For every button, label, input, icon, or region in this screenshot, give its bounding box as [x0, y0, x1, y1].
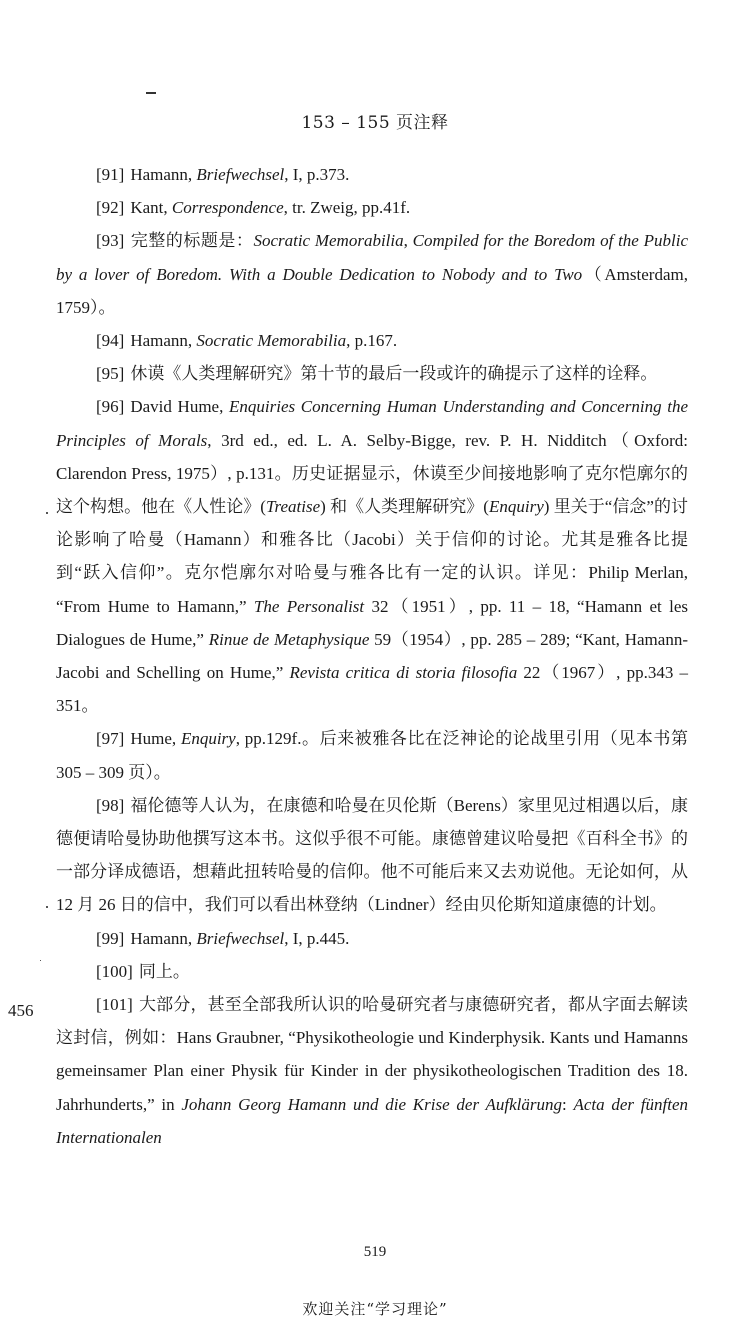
endnote-text: Hume,: [130, 729, 181, 749]
endnote-text: Hamann,: [130, 331, 197, 351]
endnote-number: [93]: [96, 231, 125, 251]
endnote-number: [97]: [96, 729, 125, 749]
endnote-text: （Amsterdam, 1759）。: [56, 264, 688, 317]
endnote-text: 大部分，甚至全部我所认识的哈曼研究者与康德研究者，都从字面去解读这封信，例如：Hans Graubner, “Physikotheologie und Kinderphysik. Kants und Hamanns gemeinsamer Plan einer Physik für Kinder in der physikotheologischen Tradition des 18. Jahrhunderts,” in: [56, 995, 688, 1114]
endnote-title-italic: The Personalist: [253, 596, 365, 616]
endnote-title-italic: Socratic Memorabilia: [196, 331, 347, 351]
endnote: [56, 789, 688, 922]
scan-speck: [40, 960, 41, 961]
endnote-title-italic: Rinue de Metaphysique: [208, 629, 370, 649]
endnote: [56, 988, 688, 1154]
endnote: [56, 324, 688, 357]
endnote-title-italic: Treatise: [265, 497, 321, 517]
footer-text: 欢迎关注“学习理论”: [302, 1300, 448, 1318]
endnote-text: , 3rd ed., ed. L. A. Selby-Bigge, rev. P. H. Nidditch（Oxford: Clarendon Press, 1975）, p.131。历史证据显示，休谟至少间接地影响了克尔恺廓尔的这个构想。他在《人性论》(: [56, 430, 688, 517]
endnote-number: [98]: [96, 795, 125, 815]
endnote-title-italic: Enquiry: [180, 729, 236, 749]
endnote: [56, 922, 688, 955]
endnote-title-italic: Correspondence: [171, 198, 284, 218]
endnote-text: 22（1967）, pp.343 – 351。: [56, 663, 689, 716]
running-header: 153 – 155 页注释: [301, 113, 449, 133]
endnote: [56, 158, 688, 191]
endnote-title-italic: Acta der fünften Internationalen: [56, 1094, 689, 1147]
endnote-text: Hamann,: [130, 928, 197, 948]
endnote-number: [95]: [96, 364, 125, 384]
endnote: [56, 224, 688, 324]
endnote-title-italic: Compiled for the Boredom of the Public by a lover of Boredom. With a Double Dedication to Nobody and to Two: [56, 231, 688, 284]
endnote-text: 完整的标题是：: [130, 231, 254, 251]
page-number: 519: [363, 1244, 387, 1260]
endnote-text: ) 和《人类理解研究》(: [320, 497, 489, 517]
endnote-text: 32（1951）, pp. 11 – 18, “Hamann et les Dialogues de Hume,”: [56, 596, 688, 649]
endnote-text: Kant,: [130, 198, 172, 218]
endnote-text: , I, p.445.: [284, 928, 350, 948]
endnote-text: ) 里关于“信念”的讨论影响了哈曼（Hamann）和雅各比（Jacobi）关于信仰的讨论。尤其是雅各比提到“跃入信仰”。克尔恺廓尔对哈曼与雅各比有一定的认识。详见：Philip Merlan, “From Hume to Hamann,”: [56, 497, 688, 616]
endnote-title-italic: Briefwechsel: [196, 165, 285, 184]
endnote-title-italic: Enquiries Concerning Human Understanding and Concerning the Principles of Morals: [56, 397, 689, 450]
endnote-number: [96]: [96, 397, 125, 417]
endnote-text: Hamann,: [130, 165, 197, 184]
margin-page-number: 456: [8, 1001, 34, 1020]
endnote: [56, 357, 688, 390]
endnote: [56, 722, 688, 788]
endnote-number: [99]: [96, 928, 125, 948]
endnotes-list: [56, 158, 688, 1154]
endnote-number: [94]: [96, 331, 125, 351]
endnote-title-italic: Briefwechsel: [196, 928, 285, 948]
endnote-number: [100]: [96, 961, 133, 981]
endnote: [56, 191, 688, 224]
endnote-title-italic: Revista critica di storia filosofia: [289, 663, 518, 683]
endnote-title-italic: Johann Georg Hamann und die Krise der Aufklärung: [181, 1094, 562, 1114]
endnote-text: 休谟《人类理解研究》第十节的最后一段或许的确提示了这样的诠释。: [130, 364, 658, 384]
scan-speck: [46, 512, 48, 514]
endnote-text: :: [562, 1094, 574, 1114]
endnote-number: [91]: [96, 165, 125, 184]
endnote-title-italic: Enquiry: [488, 497, 544, 517]
endnote-text: , I, p.373.: [284, 165, 350, 184]
endnote: [56, 390, 688, 722]
endnote-text: , p.167.: [346, 331, 398, 351]
endnote-text: , tr. Zweig, pp.41f.: [283, 198, 411, 218]
endnote-text: 59（1954）, pp. 285 – 289; “Kant, Hamann-Jacobi and Schelling on Hume,”: [56, 629, 688, 683]
endnote-text: 福伦德等人认为，在康德和哈曼在贝伦斯（Berens）家里见过相遇以后，康德便请哈曼协助他撰写这本书。这似乎很不可能。康德曾建议哈曼把《百科全书》的一部分译成德语，想藉此扭转哈曼的信仰。他不可能后来又去劝说他。无论如何，从 12 月 26 日的信中，我们可以看出林登纳（Lindner）经由贝伦斯知道康德的计划。: [56, 795, 688, 915]
endnote-number: [92]: [96, 198, 125, 218]
endnote-title-italic: Socratic Memorabilia: [253, 231, 404, 251]
scan-mark: [146, 92, 156, 94]
endnote-text: , pp.129f.。后来被雅各比在泛神论的论战里引用（见本书第 305 – 309 页）。: [56, 729, 688, 782]
endnote-text: 同上。: [138, 961, 190, 981]
scan-speck: [46, 906, 48, 908]
endnote-number: [101]: [96, 995, 133, 1015]
endnote: [56, 955, 688, 988]
endnote-text: ,: [403, 231, 413, 251]
endnote-text: David Hume,: [130, 397, 230, 417]
